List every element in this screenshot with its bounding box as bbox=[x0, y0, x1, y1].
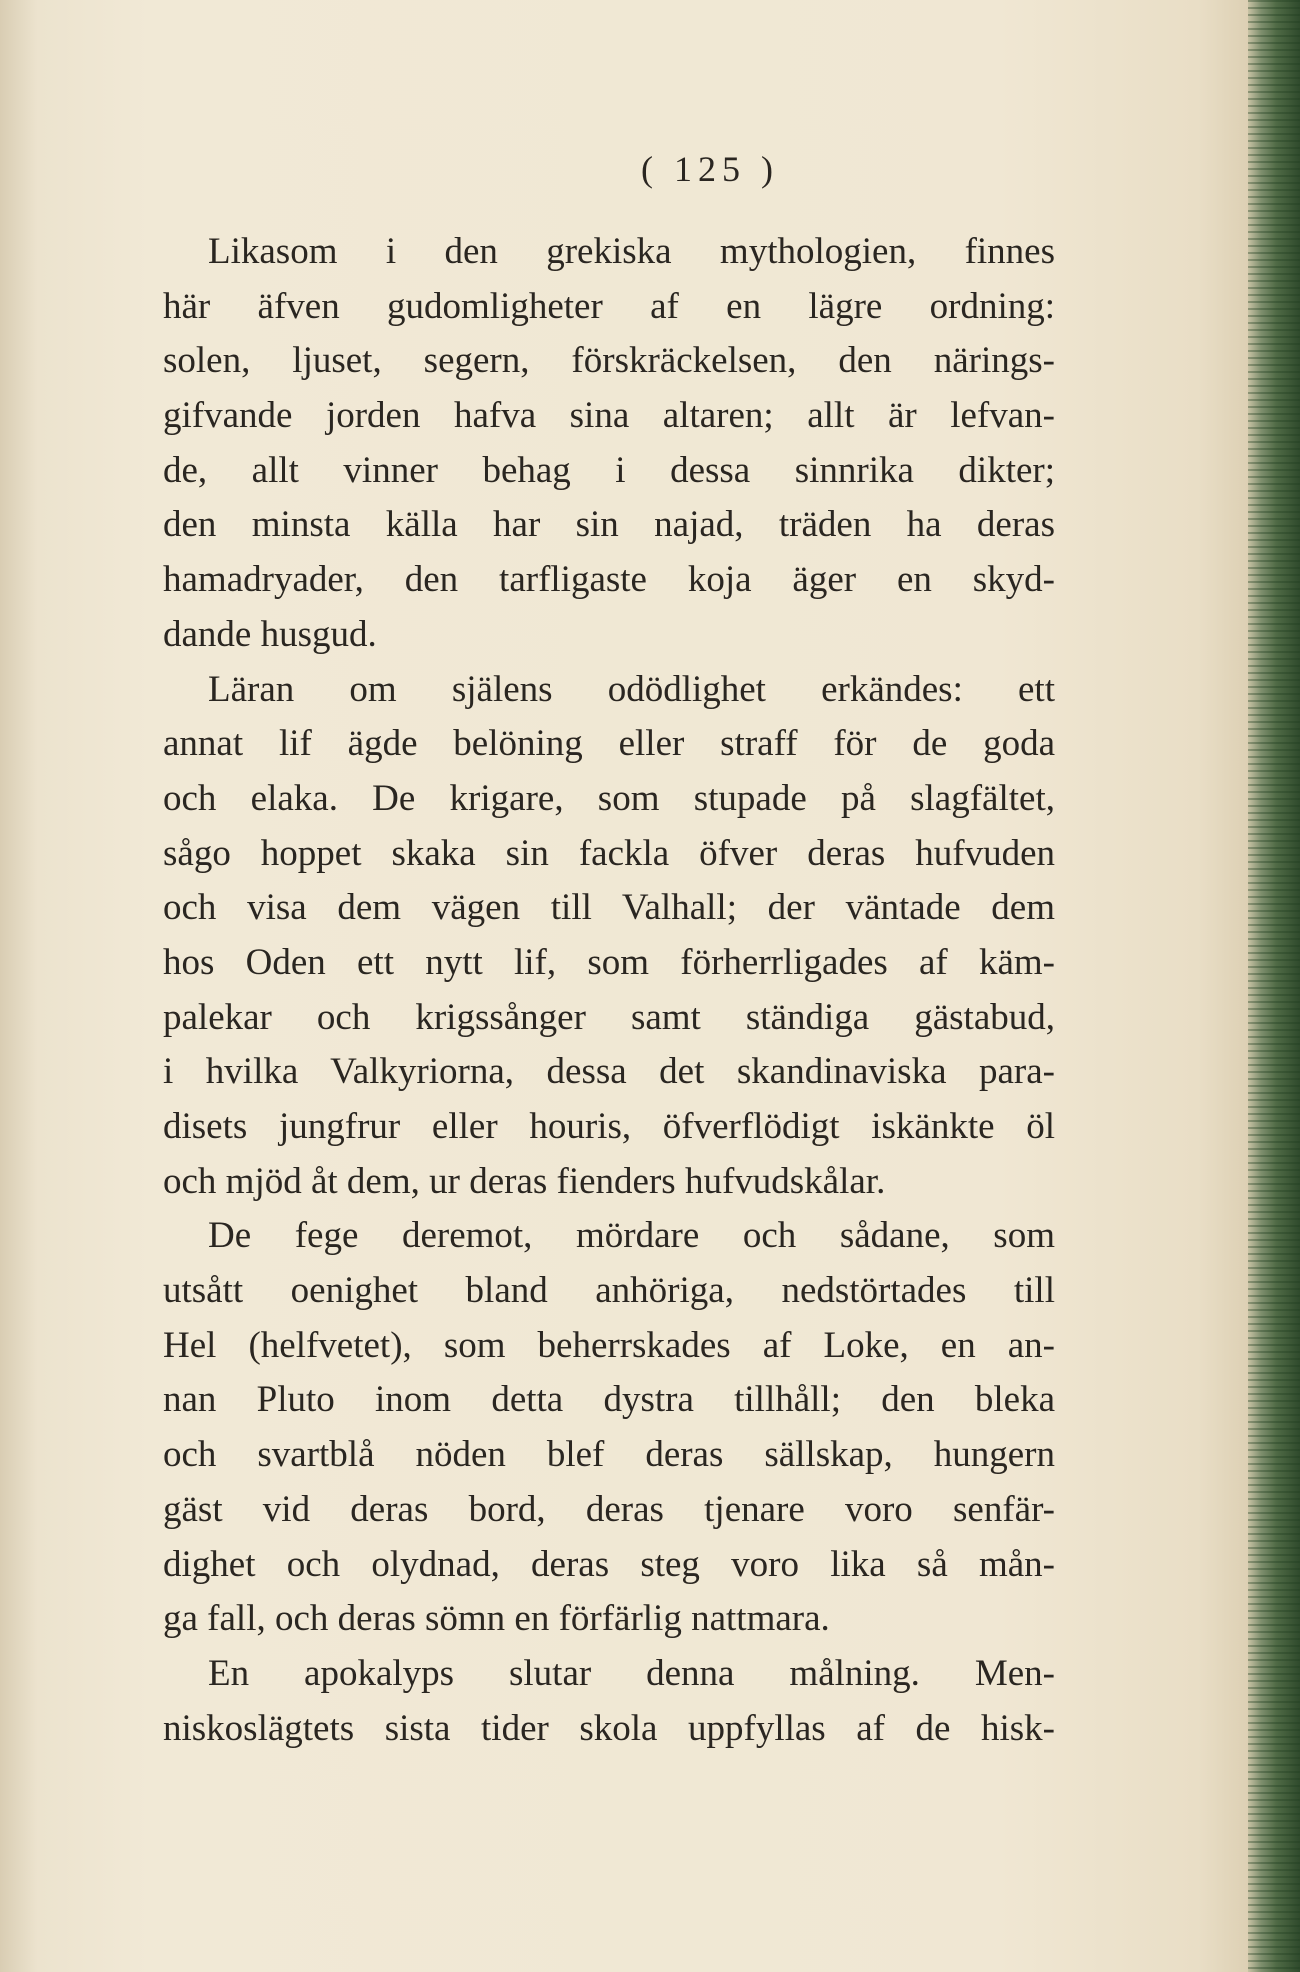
text-line: de, allt vinner behag i dessa sinnrika dikter; bbox=[163, 449, 1055, 491]
text-line: De fege deremot, mördare och sådane, som bbox=[208, 1215, 1055, 1257]
text-line: Likasom i den grekiska mythologien, finnes bbox=[208, 231, 1055, 272]
text-line: den minsta källa har sin najad, träden ha deras bbox=[163, 504, 1055, 546]
text-line: gifvande jorden hafva sina altaren; allt är lefvan- bbox=[163, 395, 1055, 437]
text-line: disets jungfrur eller houris, öfverflödigt iskänkte öl bbox=[163, 1106, 1055, 1147]
page-number: ( 125 ) bbox=[641, 149, 779, 189]
text-line: sågo hoppet skaka sin fackla öfver deras hufvuden bbox=[163, 832, 1055, 874]
text-line: annat lif ägde belöning eller straff för de goda bbox=[163, 723, 1055, 765]
text-line: gäst vid deras bord, deras tjenare voro senfär- bbox=[163, 1488, 1055, 1530]
text-line: niskoslägtets sista tider skola uppfyllas af de hisk- bbox=[163, 1707, 1055, 1749]
text-line: utsått oenighet bland anhöriga, nedstörtades till bbox=[163, 1270, 1055, 1312]
text-line: hamadryader, den tarfligaste koja äger en skyd- bbox=[163, 559, 1055, 601]
text-line: i hvilka Valkyriorna, dessa det skandinaviska para- bbox=[163, 1051, 1055, 1093]
text-line: dande husgud. bbox=[163, 613, 377, 655]
text-line: ga fall, och deras sömn en förfärlig nattmara. bbox=[163, 1598, 830, 1640]
text-line: och svartblå nöden blef deras sällskap, hungern bbox=[163, 1434, 1055, 1476]
text-line: Läran om själens odödlighet erkändes: ett bbox=[208, 668, 1055, 710]
text-line: dighet och olydnad, deras steg voro lika så mån- bbox=[163, 1543, 1055, 1585]
text-line: Hel (helfvetet), som beherrskades af Loke, en an- bbox=[163, 1324, 1055, 1366]
text-line: En apokalyps slutar denna målning. Men- bbox=[208, 1652, 1055, 1694]
text-line: och visa dem vägen till Valhall; der väntade dem bbox=[163, 887, 1055, 929]
text-line: och elaka. De krigare, som stupade på slagfältet, bbox=[163, 777, 1055, 819]
text-line: palekar och krigssånger samt ständiga gästabud, bbox=[163, 996, 1055, 1038]
text-line: här äfven gudomligheter af en lägre ordning: bbox=[163, 285, 1055, 327]
text-line: solen, ljuset, segern, förskräckelsen, den närings- bbox=[163, 340, 1055, 382]
text-line: nan Pluto inom detta dystra tillhåll; den bleka bbox=[163, 1379, 1055, 1421]
text-line: hos Oden ett nytt lif, som förherrligades af käm- bbox=[163, 941, 1055, 983]
body-text bbox=[163, 225, 1055, 1756]
text-line: och mjöd åt dem, ur deras fienders hufvudskålar. bbox=[163, 1160, 886, 1202]
book-binding-edge bbox=[1248, 0, 1300, 1972]
